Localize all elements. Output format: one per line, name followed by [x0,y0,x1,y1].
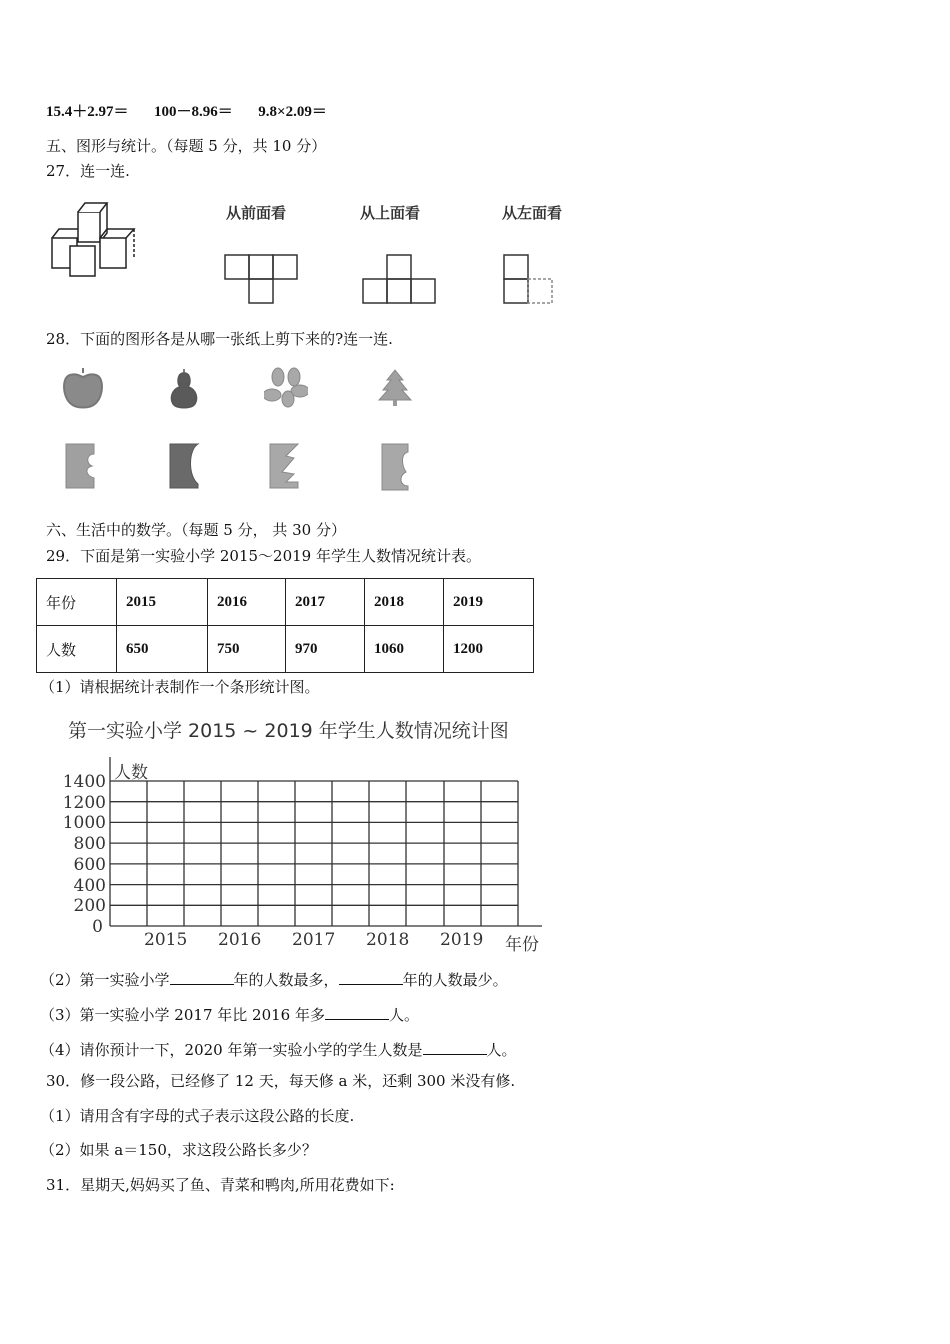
q30-sub2: （2）如果 a＝150，求这段公路长多少？ [40,1141,317,1159]
sub2-text-c: 年的人数最少。 [402,971,508,989]
year-cell: 2015 [117,579,208,626]
sub4-text-b: 人。 [486,1041,517,1059]
y-tick: 1000 [62,813,106,834]
answer-blank-least[interactable] [339,970,403,985]
count-cell: 750 [208,626,286,673]
y-axis-label: 人数 [114,763,148,783]
sub3-text-b: 人。 [388,1006,419,1024]
q29-sub3 [40,1005,419,1024]
count-cell: 1060 [365,626,444,673]
count-cell: 650 [117,626,208,673]
sub4-text-a: （4）请你预计一下，2020 年第一实验小学的学生人数是 [40,1041,423,1059]
calc-2: 100－8.96＝ [154,104,233,120]
section5-title: 五、图形与统计。（每题 5 分，共 10 分） [46,137,327,155]
view-label-left: 从左面看 [502,204,563,222]
top-view-shape [362,253,438,305]
q29-title: 29．下面是第一实验小学 2015～2019 年学生人数情况统计表。 [46,547,481,565]
q29-sub2 [40,970,508,989]
y-tick-labels [58,772,106,938]
sub2-text-b: 年的人数最多， [233,971,339,989]
x-axis-label: 年份 [505,935,539,955]
stats-table [36,578,534,673]
left-view-shape [502,253,556,307]
table-row-years [37,579,534,626]
q28-title: 28．下面的图形各是从哪一张纸上剪下来的?连一连. [46,330,393,348]
front-view-shape [224,253,300,305]
chart-title: 第一实验小学 2015 ~ 2019 年学生人数情况统计图 [68,720,509,742]
row-header-count: 人数 [37,626,117,673]
calc-1: 15.4＋2.97＝ [46,104,129,120]
gourd-shape-icon [164,365,204,411]
answer-blank-2020[interactable] [423,1040,487,1055]
x-tick: 2019 [440,930,484,950]
q30-title: 30．修一段公路，已经修了 12 天，每天修 a 米，还剩 300 米没有修. [46,1072,516,1090]
paper-1-icon [64,440,96,490]
y-tick: 200 [73,896,106,917]
y-tick: 1200 [62,792,106,813]
y-tick: 400 [73,875,106,896]
row-header-year: 年份 [37,579,117,626]
q27-title: 27．连一连. [46,162,130,180]
view-label-top: 从上面看 [360,204,421,222]
year-cell: 2018 [365,579,444,626]
y-tick: 1400 [62,772,106,792]
cube-stack-figure [50,200,150,280]
tree-shape-icon [376,368,414,408]
count-cell: 1200 [444,626,534,673]
calc-line [46,103,327,121]
x-tick: 2015 [144,930,188,950]
view-label-front: 从前面看 [226,204,287,222]
paper-3-icon [268,440,300,490]
q29-sub1: （1）请根据统计表制作一个条形统计图。 [40,678,320,696]
q31-title: 31．星期天,妈妈买了鱼、青菜和鸭肉,所用花费如下: [46,1176,395,1194]
sub2-text-a: （2）第一实验小学 [40,971,170,989]
sub3-text-a: （3）第一实验小学 2017 年比 2016 年多 [40,1006,325,1024]
paper-4-icon [380,442,412,492]
x-tick: 2017 [292,930,336,950]
x-tick: 2018 [366,930,410,950]
year-cell: 2017 [286,579,365,626]
q29-sub4 [40,1040,517,1059]
answer-blank-diff[interactable] [325,1005,389,1020]
q30-sub1: （1）请用含有字母的式子表示这段公路的长度. [40,1107,355,1125]
calc-3: 9.8×2.09＝ [258,104,327,120]
paper-2-icon [168,440,200,490]
y-tick: 800 [73,834,106,855]
year-cell: 2016 [208,579,286,626]
section6-title: 六、生活中的数学。（每题 5 分， 共 30 分） [46,521,346,539]
table-row-counts [37,626,534,673]
y-tick: 0 [92,916,103,937]
x-tick: 2016 [218,930,262,950]
year-cell: 2019 [444,579,534,626]
count-cell: 970 [286,626,365,673]
y-tick: 600 [73,854,106,875]
answer-blank-most[interactable] [170,970,234,985]
bar-chart-grid [60,755,550,955]
apple-shape-icon [60,365,106,411]
flower-shape-icon [264,367,308,409]
